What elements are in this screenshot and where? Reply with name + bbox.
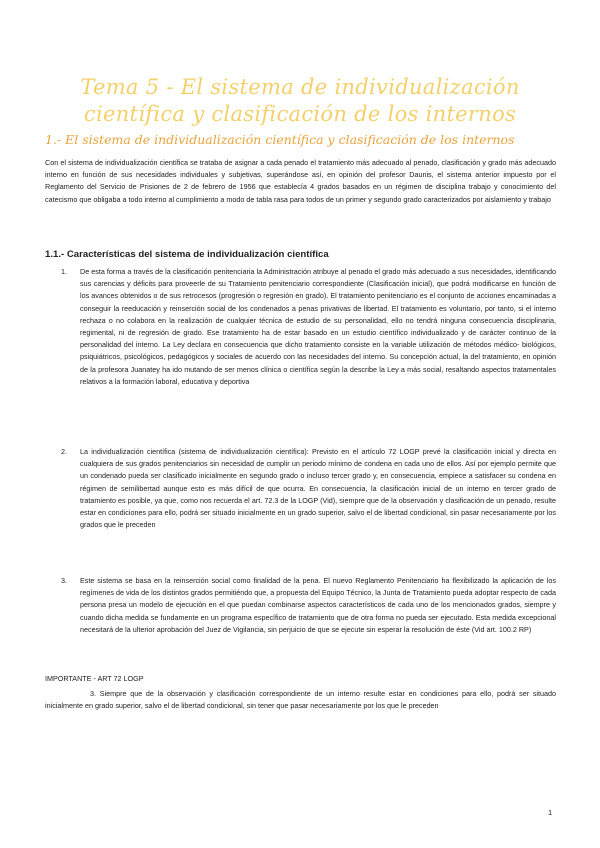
list-item-text: De esta forma a través de la clasificación penitenciaria la Administración atribuye al penado el grado más adecuado a sus necesidades, identificando sus carencias y déficits para proveerle de su Tratamiento penitenciario correspondiente (Clasificación inicial), que podrá modificarse en función de los avances obtenidos o de sus retrocesos (progresión o regresión en grado). El tratamiento penitenciario es el conjunto de acciones encaminadas a conseguir la reeducación y reinserción social de los condenados a penas privativas de libertad. El tratamiento es voluntario, por tanto, si el interno rechaza o no colabora en la realización de cualquier técnica de estudio de su personalidad, ello no tendrá ninguna consecuencia disciplinaria, regimental, ni de regresión de grado. Ese tratamiento ha de estar basado en un estudio científico individualizado y de carácter continuo de la personalidad del interno. La Ley declara en consecuencia que dicho tratamiento consiste en la variable utilización de métodos médico- biológicos, psiquiátricos, psicológicos, pedagógicos y sociales de acuerdo con las necesidades del interno. Su concepción actual, la del tratamiento, en opinión de la profesora Juanatey ha ido mutando de ser menos clínica o científica según la describe la Ley a más social, resaltando aspectos tratamentales relativos a la formación laboral, educativa y deportiva	[80, 267, 556, 386]
document-title-line-2: científica y clasificación de los internos	[83, 102, 517, 126]
intro-paragraph: Con el sistema de individualización científica se trataba de asignar a cada penado el tratamiento más adecuado al penado, clasificación y grado más adecuado interno en función de sus necesidades individuales y subjetivas, superándose así, en opinión del profesor Daunis, el sistema anterior impuesto por el Reglamento del Servicio de Prisiones de 2 de febrero de 1956 que establecía 4 grados basados en un régimen de disciplina trabajo y conocimiento del catecismo que obligaba a todo interno al cumplimiento a modo de tabla rasa para todos de un primer y segundo grado caracterizados por aislamiento y trabajo	[45, 158, 556, 204]
section-heading-1-1: 1.1.- Características del sistema de individualización científica	[45, 249, 329, 260]
list-item-text: La individualización científica (sistema de individualización científica): Previsto en el artículo 72 LOGP prevé la clasificación inicial y directa en cualquiera de sus grados penitenciarios sin necesidad de cumplir un periodo mínimo de condena en cada uno de ellos. Así por ejemplo permite que un condenado pueda ser clasificado inicialmente en segundo grado o incluso tercer grado y, en consecuencia, empiece a satisfacer su condena en régimen de semilibertad aunque esto es más difícil de que ocurra. En consecuencia, la clasificación inicial de un interno en tercer grado de tratamiento es posible, ya que, como nos recuerda el art. 72.3 de la LOGP (Vid), siempre que de la observación y clasificación de un penado, resulte estar en condiciones para ello, podrá ser situado inicialmente en un grado superior, salvo el de libertad condicional, sin pasar necesariamente por los grados que le preceden	[80, 447, 556, 530]
list-item-number: 3.	[61, 576, 67, 585]
page-number: 1	[548, 808, 553, 817]
list-item-number: 2.	[61, 447, 67, 456]
important-label: IMPORTANTE - ART 72 LOGP	[45, 674, 144, 683]
important-paragraph: 3. Siempre que de la observación y clasificación correspondiente de un interno resulte estar en condiciones para ello, podrá ser situado inicialmente en grado superior, salvo el de libertad condicional, sin tener que pasar necesariamente por los que le preceden	[45, 689, 556, 711]
list-item-text: Este sistema se basa en la reinserción social como finalidad de la pena. El nuevo Reglamento Penitenciario ha flexibilizado la aplicación de los regímenes de vida de los distintos grados permitiéndo que, a propuesta del Equipo Técnico, la Junta de Tratamiento pueda adoptar respecto de cada persona presa un modelo de ejecución en el que puedan combinarse aspectos característicos de cada uno de los mencionados grados, siempre y cuando dicha medida se fundamente en un programa específico de tratamiento que de otra forma no pueda ser ejecutado. Esta medida excepcional necesitará de la ulterior aprobación del Juez de Vigilancia, sin perjuicio de que se ejecute sin esperar la resolución de éste (Vid art. 100.2 RP)	[80, 576, 556, 634]
section-heading-1: 1.- El sistema de individualización científica y clasificación de los internos	[45, 132, 515, 147]
document-title-line-1: Tema 5 - El sistema de individualización	[80, 75, 520, 99]
list-item-number: 1.	[61, 267, 67, 276]
